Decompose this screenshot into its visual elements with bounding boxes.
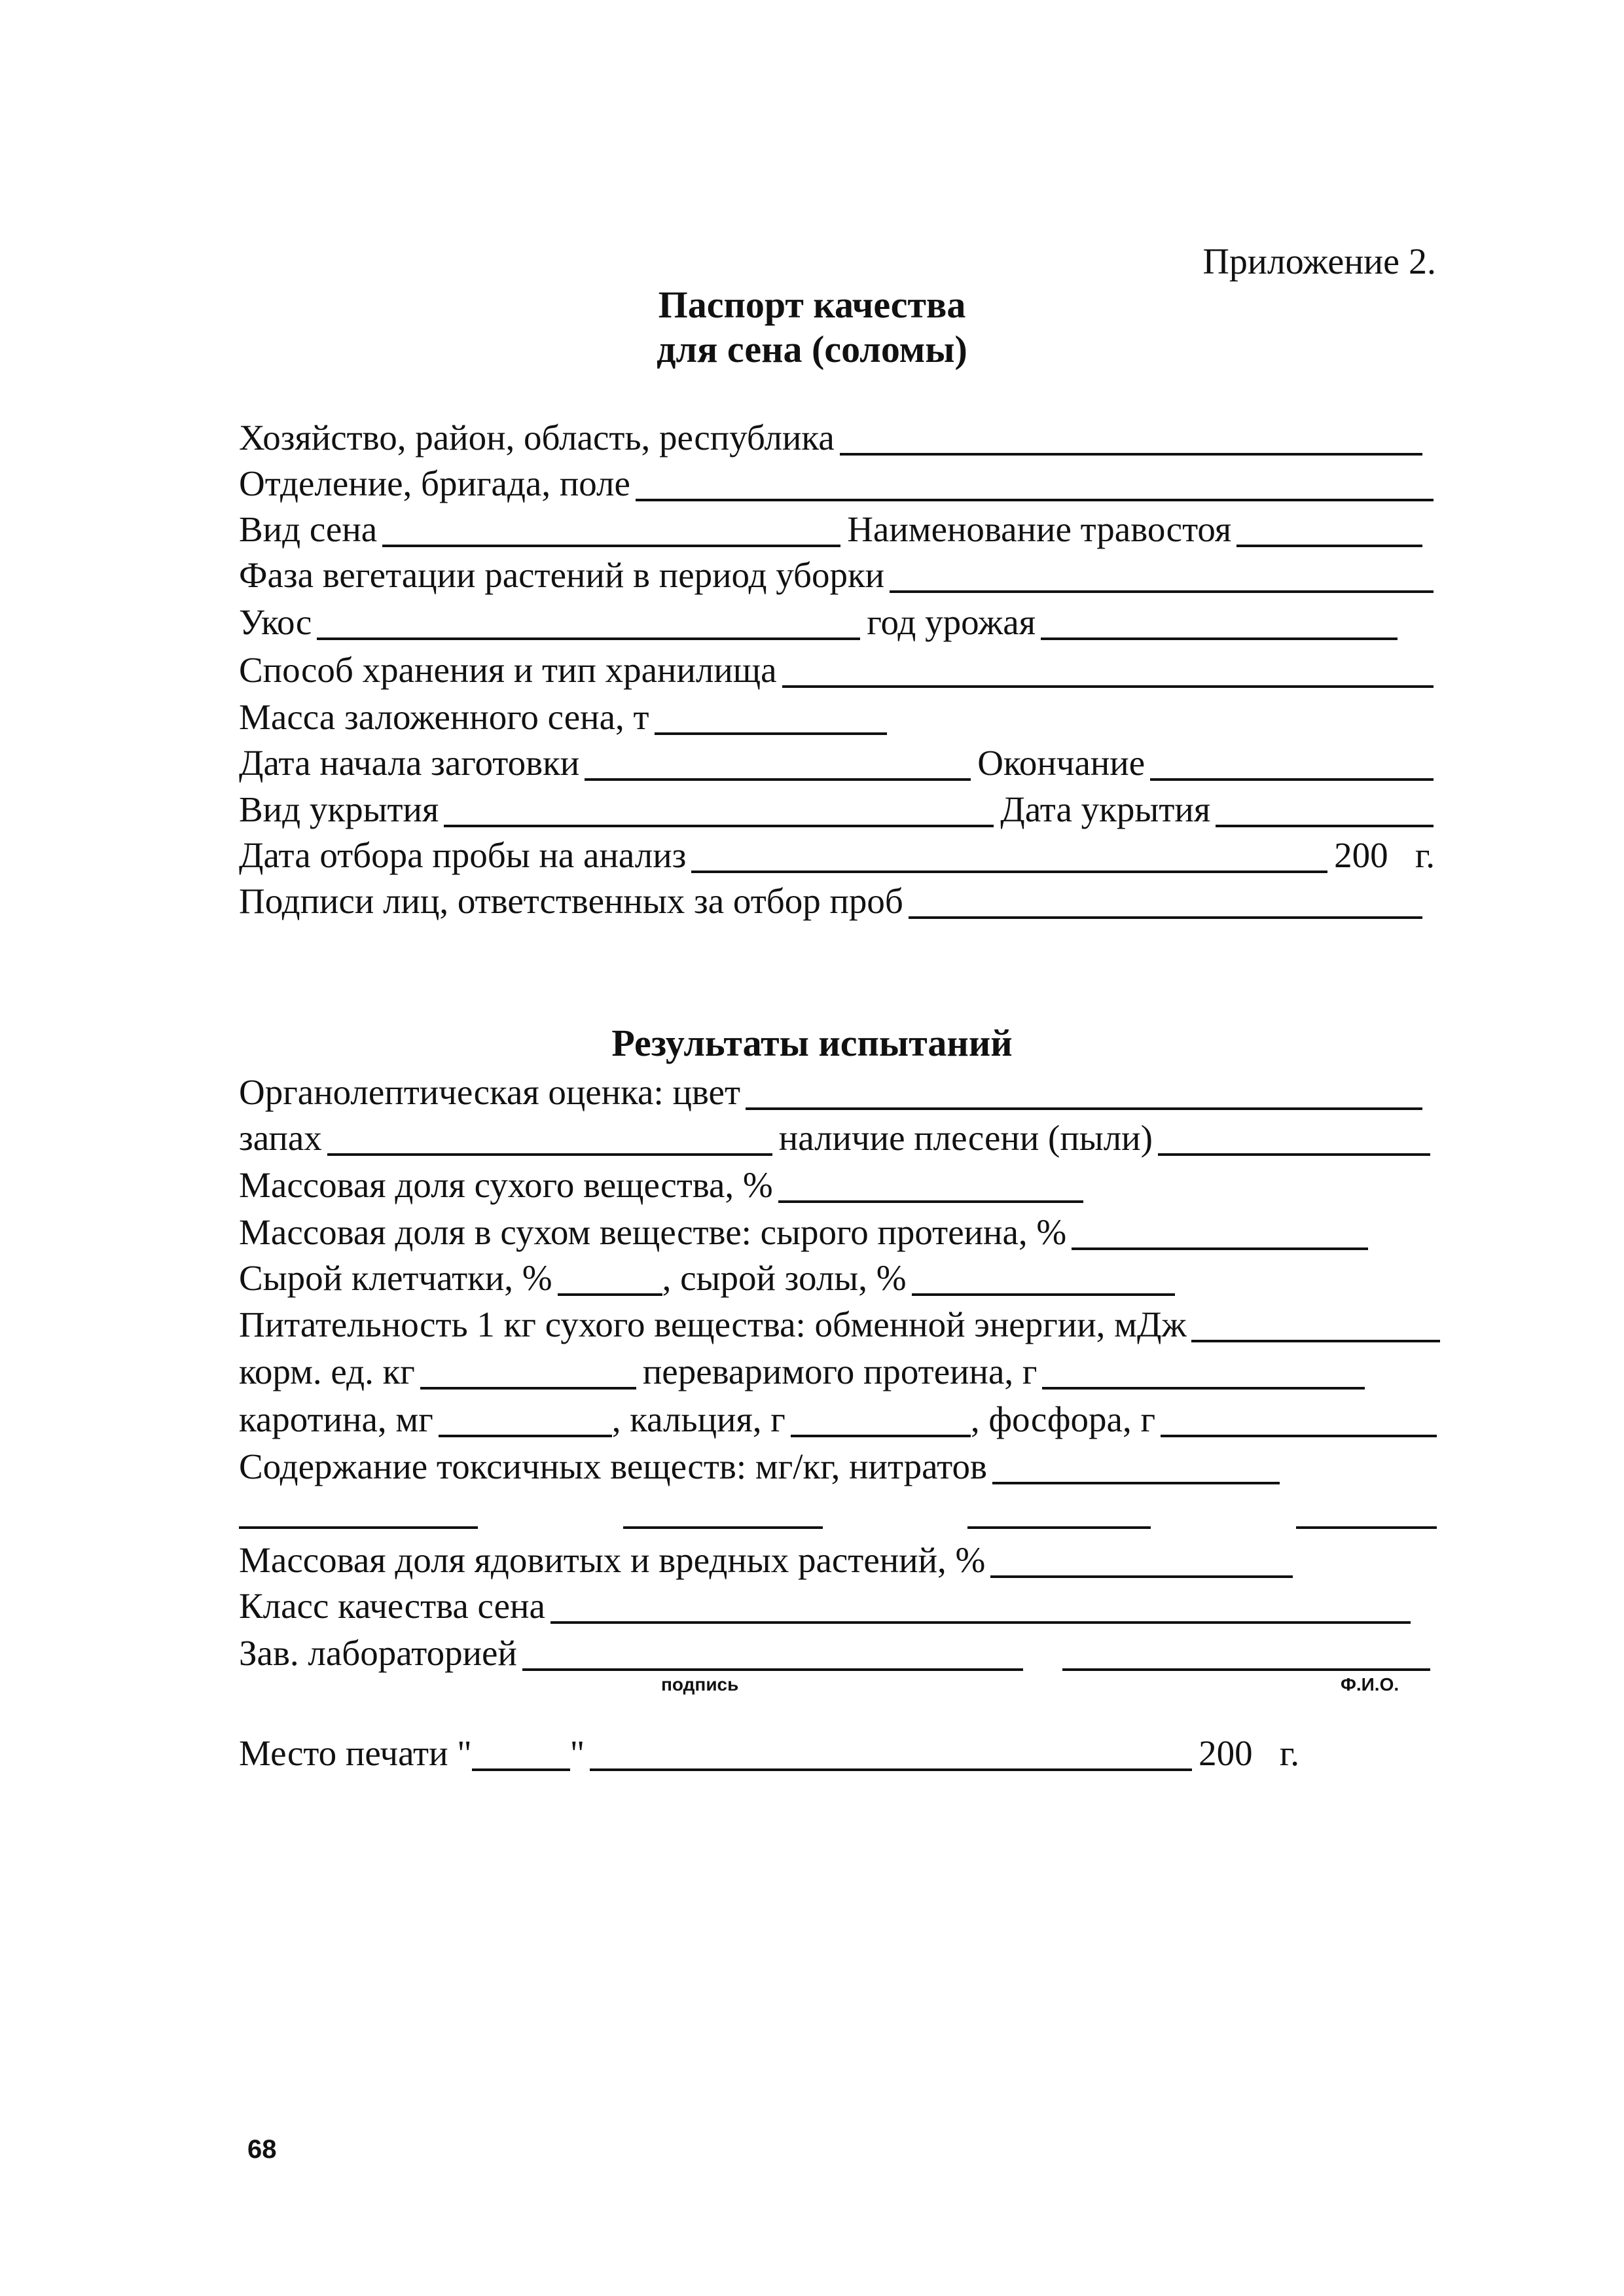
field-mass (239, 692, 893, 735)
input-blank[interactable] (1216, 792, 1434, 827)
label: Окончание (977, 743, 1146, 783)
field-storage (239, 645, 1440, 688)
field-quality-class (239, 1581, 1417, 1624)
page-title: Паспорт качества (658, 283, 966, 326)
label: Питательность 1 кг сухого вещества: обменной энергии, мДж (239, 1304, 1187, 1344)
input-blank[interactable] (239, 1494, 478, 1529)
field-cover (239, 784, 1440, 827)
input-blank[interactable] (782, 653, 1434, 688)
input-blank[interactable] (1072, 1215, 1368, 1250)
label: , кальция, г (611, 1399, 785, 1439)
input-blank[interactable] (909, 884, 1422, 919)
input-blank[interactable] (967, 1494, 1151, 1529)
input-blank[interactable] (550, 1588, 1411, 1624)
input-blank[interactable] (382, 512, 840, 547)
field-start-date (239, 738, 1440, 781)
label: Массовая доля сухого вещества, % (239, 1165, 773, 1205)
field-farm (239, 412, 1429, 456)
page-number: 68 (247, 2135, 277, 2164)
field-energy (239, 1299, 1447, 1342)
label: Класс качества сена (239, 1586, 545, 1626)
input-blank[interactable] (623, 1494, 823, 1529)
input-blank[interactable] (558, 1261, 662, 1296)
label: переваримого протеина, г (642, 1352, 1038, 1391)
input-blank[interactable] (912, 1261, 1175, 1296)
field-signatures (239, 876, 1429, 919)
input-blank[interactable] (1042, 1354, 1365, 1390)
label: каротина, мг (239, 1399, 433, 1439)
field-hay-type (239, 504, 1429, 547)
input-blank[interactable] (992, 1449, 1280, 1484)
label: Масса заложенного сена, т (239, 697, 649, 737)
label: Место печати " (239, 1733, 472, 1773)
label: Зав. лабораторией (239, 1633, 517, 1673)
label: наличие плесени (пыли) (778, 1118, 1153, 1158)
input-blank[interactable] (444, 792, 994, 827)
input-blank[interactable] (585, 745, 971, 781)
label: Вид укрытия (239, 789, 439, 829)
toxic-blanks-row (239, 1486, 1437, 1529)
input-blank[interactable] (636, 466, 1434, 501)
input-blank[interactable] (655, 700, 887, 735)
signature-caption: подпись (661, 1674, 739, 1695)
label: Массовая доля в сухом веществе: сырого протеина, % (239, 1212, 1067, 1252)
input-blank[interactable] (890, 558, 1434, 593)
input-blank[interactable] (746, 1075, 1422, 1110)
field-toxic (239, 1441, 1286, 1484)
name-blank[interactable] (1062, 1636, 1430, 1671)
field-stamp-date (239, 1728, 1299, 1771)
input-blank[interactable] (1191, 1307, 1440, 1342)
label: год урожая (867, 602, 1036, 642)
field-phase (239, 550, 1440, 593)
field-carotene (239, 1394, 1443, 1437)
signature-blank[interactable] (522, 1636, 1023, 1671)
input-blank[interactable] (791, 1402, 971, 1437)
label: Наименование травостоя (847, 509, 1232, 549)
input-blank[interactable] (1296, 1494, 1437, 1529)
month-blank[interactable] (590, 1736, 1192, 1771)
label: Хозяйство, район, область, республика (239, 418, 835, 457)
label: Дата начала заготовки (239, 743, 580, 783)
label: Дата укрытия (1000, 789, 1211, 829)
field-smell (239, 1113, 1437, 1156)
input-blank[interactable] (691, 838, 1327, 873)
field-cut (239, 597, 1404, 640)
field-sample-date (239, 830, 1440, 873)
label: корм. ед. кг (239, 1352, 415, 1391)
label: Дата отбора пробы на анализ (239, 835, 687, 875)
field-protein (239, 1207, 1375, 1250)
label: Сырой клетчатки, % (239, 1258, 552, 1298)
label: Способ хранения и тип хранилища (239, 650, 777, 690)
input-blank[interactable] (317, 605, 860, 640)
label: Массовая доля ядовитых и вредных растений, % (239, 1540, 986, 1580)
name-caption: Ф.И.О. (1341, 1674, 1399, 1695)
input-blank[interactable] (327, 1121, 772, 1156)
label: запах (239, 1118, 322, 1158)
label: Вид сена (239, 509, 378, 549)
field-poisonous (239, 1535, 1299, 1578)
field-lab-head (239, 1628, 1437, 1671)
year-label: 200 г. (1334, 835, 1435, 875)
input-blank[interactable] (439, 1402, 612, 1437)
label: Подписи лиц, ответственных за отбор проб (239, 881, 903, 921)
input-blank[interactable] (990, 1543, 1293, 1578)
label: , фосфора, г (970, 1399, 1156, 1439)
appendix-label: Приложение 2. (1202, 242, 1436, 282)
field-division (239, 458, 1440, 501)
year-label: 200 г. (1199, 1733, 1299, 1773)
page-subtitle: для сена (соломы) (657, 328, 967, 370)
label: Укос (239, 602, 312, 642)
label: Отделение, бригада, поле (239, 463, 630, 503)
field-fiber (239, 1253, 1182, 1296)
label: , сырой золы, % (662, 1258, 907, 1298)
results-title: Результаты испытаний (611, 1022, 1013, 1064)
label: Органолептическая оценка: цвет (239, 1072, 740, 1112)
field-color (239, 1067, 1429, 1110)
input-blank[interactable] (1161, 1402, 1437, 1437)
input-blank[interactable] (1236, 512, 1422, 547)
input-blank[interactable] (1041, 605, 1398, 640)
day-blank[interactable] (472, 1736, 570, 1771)
label: Содержание токсичных веществ: мг/кг, нитратов (239, 1446, 987, 1486)
label: Фаза вегетации растений в период уборки (239, 555, 885, 595)
field-feed-units (239, 1346, 1371, 1390)
field-dry-matter (239, 1160, 1090, 1203)
input-blank[interactable] (840, 420, 1422, 456)
input-blank[interactable] (1158, 1121, 1430, 1156)
input-blank[interactable] (778, 1168, 1083, 1203)
input-blank[interactable] (1150, 745, 1434, 781)
label: " (569, 1733, 585, 1773)
input-blank[interactable] (420, 1354, 636, 1390)
